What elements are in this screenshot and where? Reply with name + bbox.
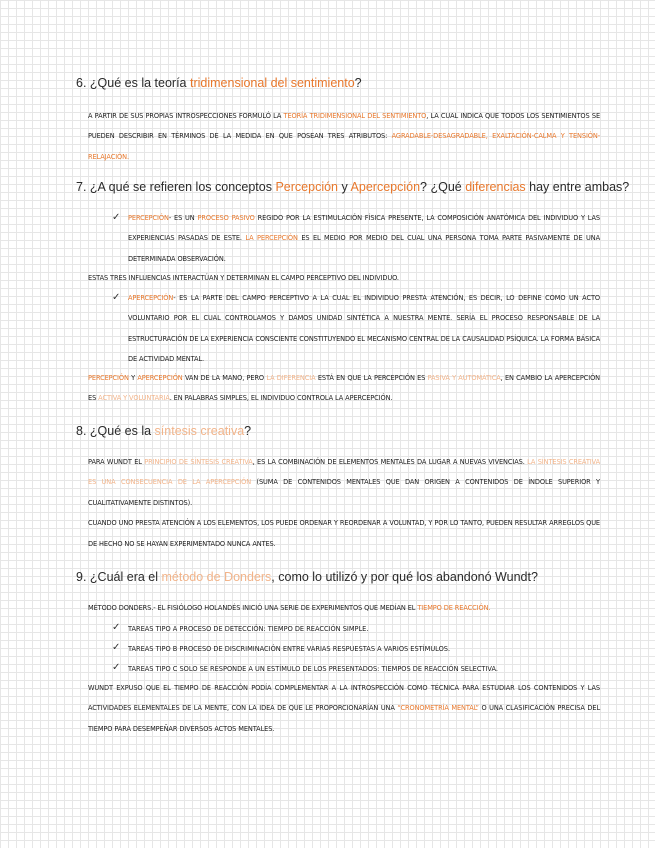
difference-text: PERCEPCIÓN Y APERCEPCIÓN VAN DE LA MANO, PERO LA DIFERENCIA ESTÁ EN QUE LA PERCEPCIÓN ES PASIVA Y AUTOMÁTICA, EN CAMBIO LA APERCEPCIÓN ES ACTIVA Y VOLUNTARIA. EN PALABRAS SIMPLES, EL INDIVIDUO CONTROLA LA APERCEPCIÓN.: [88, 374, 600, 403]
question-6-answer: A PARTIR DE SUS PROPIAS INTROSPECCIONES FORMULÓ LA TEORÍA TRIDIMENSIONAL DEL SENTIMIENTO, LA CUAL INDICA QUE TODOS LOS SENTIMIENTOS SE PUEDEN DESCRIBIR EN TÉRMINOS DE LA MEDIDA EN QUE POSEAN TRES ATRIBUTOS: AGRADABLE-DESAGRADABLE, EXALTACIÓN-CALMA Y TENSIÓN-RELAJACIÓN.: [88, 112, 601, 161]
task-type-b: TAREAS TIPO B PROCESO DE DISCRIMINACIÓN ENTRE VARIAS RESPUESTAS A VARIOS ESTÍMULOS.: [128, 645, 451, 653]
highlight-term: tridimensional del sentimiento: [189, 76, 355, 90]
wundt-conclusion: WUNDT EXPUSO QUE EL TIEMPO DE REACCIÓN PODÍA COMPLEMENTAR A LA INTROSPECCIÓN COMO TÉCNICA PARA ESTUDIAR LOS CONTENIDOS Y LAS ACTIVIDADES ELEMENTALES DE LA MENTE, CON LA IDEA DE QUE LE PROPORCIONARÍAN UNA “CRONOMETRÍA MENTAL” O UNA CLASIFICACIÓN PRECISA DEL TIEMPO PARA DESEMPEÑAR DIVERSOS ACTOS MENTALES.: [88, 684, 601, 733]
question-9-heading: 9. ¿Cuál era el método de Donders, como lo utilizó y por qué los abandonó Wundt?: [76, 570, 538, 584]
checkmark-icon: ✓: [112, 292, 121, 303]
question-8-heading: 8. ¿Qué es la síntesis creativa?: [76, 424, 252, 438]
question-8-answer: PARA WUNDT EL PRINCIPIO DE SÍNTESIS CREATIVA, ES LA COMBINACIÓN DE ELEMENTOS MENTALES DA LUGAR A NUEVAS VIVENCIAS. LA SÍNTESIS CREATIVA ES UNA CONSECUENCIA DE LA APERCEPCIÓN (SUMA DE CONTENIDOS MENTALES QUE DAN ORIGEN A CONTENIDOS DE ÍNDOLE SUPERIOR Y CUALITATIVAMENTE DISTINTOS). CUANDO UNO PRESTA ATENCIÓN A LOS ELEMENTOS, LOS PUEDE ORDENAR Y REORDENAR A VOLUNTAD, Y POR LO TANTO, PUEDEN RESULTAR ARREGLOS QUE DE HECHO NO SE HAYAN EXPERIMENTADO NUNCA ANTES.: [88, 458, 601, 548]
task-type-a: TAREAS TIPO A PROCESO DE DETECCIÓN: TIEMPO DE REACCIÓN SIMPLE.: [128, 625, 369, 633]
apercepcion-definition: APERCEPCIÓN- ES LA PARTE DEL CAMPO PERCEPTIVO A LA CUAL EL INDIVIDUO PRESTA ATENCIÓN, ES DECIR, LO DEFINE COMO UN ACTO VOLUNTARIO POR EL CUAL CONTROLAMOS Y DAMOS UNIDAD SINTÉTICA A NUESTRA MENTE. SERÍA EL PROCESO RESPONSABLE DE LA ESTRUCTURACIÓN DE LA EXPERIENCIA CONSCIENTE CONSTITUYENDO EL MECANISMO CENTRAL DE LA CAUSALIDAD PSÍQUICA. LA FORMA BÁSICA DE ACTIVIDAD MENTAL.: [128, 294, 600, 364]
question-7-heading: 7. ¿A qué se refieren los conceptos Percepción y Apercepción? ¿Qué diferencias hay entre ambas?: [76, 180, 630, 194]
percepcion-definition: PERCEPCIÓN- ES UN PROCESO PASIVO REGIDO POR LA ESTIMULACIÓN FÍSICA PRESENTE, LA COMPOSICIÓN ANATÓMICA DEL INDIVIDUO Y LAS EXPERIENCIAS PASADAS DE ESTE. LA PERCEPCIÓN ES EL MEDIO POR MEDIO DEL CUAL UNA PERSONA TOMA PARTE PASIVAMENTE DE UNA DETERMINADA OBSERVACIÓN.: [128, 214, 601, 263]
checkmark-icon: ✓: [112, 662, 121, 673]
task-type-c: TAREAS TIPO C SOLO SE RESPONDE A UN ESTÍMULO DE LOS PRESENTADOS: TIEMPOS DE REACCIÓN SELECTIVA.: [128, 665, 498, 673]
checkmark-icon: ✓: [112, 212, 121, 223]
checkmark-icon: ✓: [112, 622, 121, 633]
question-6-heading: 6. ¿Qué es la teoría tridimensional del sentimiento?: [76, 76, 362, 90]
checkmark-icon: ✓: [112, 642, 121, 653]
donders-intro: MÉTODO DONDERS.- EL FISIÓLOGO HOLANDÉS INICIÓ UNA SERIE DE EXPERIMENTOS QUE MEDÍAN EL TIEMPO DE REACCIÓN.: [88, 604, 491, 612]
influences-text: ESTAS TRES INFLUENCIAS INTERACTÚAN Y DETERMINAN EL CAMPO PERCEPTIVO DEL INDIVIDUO.: [88, 274, 399, 282]
